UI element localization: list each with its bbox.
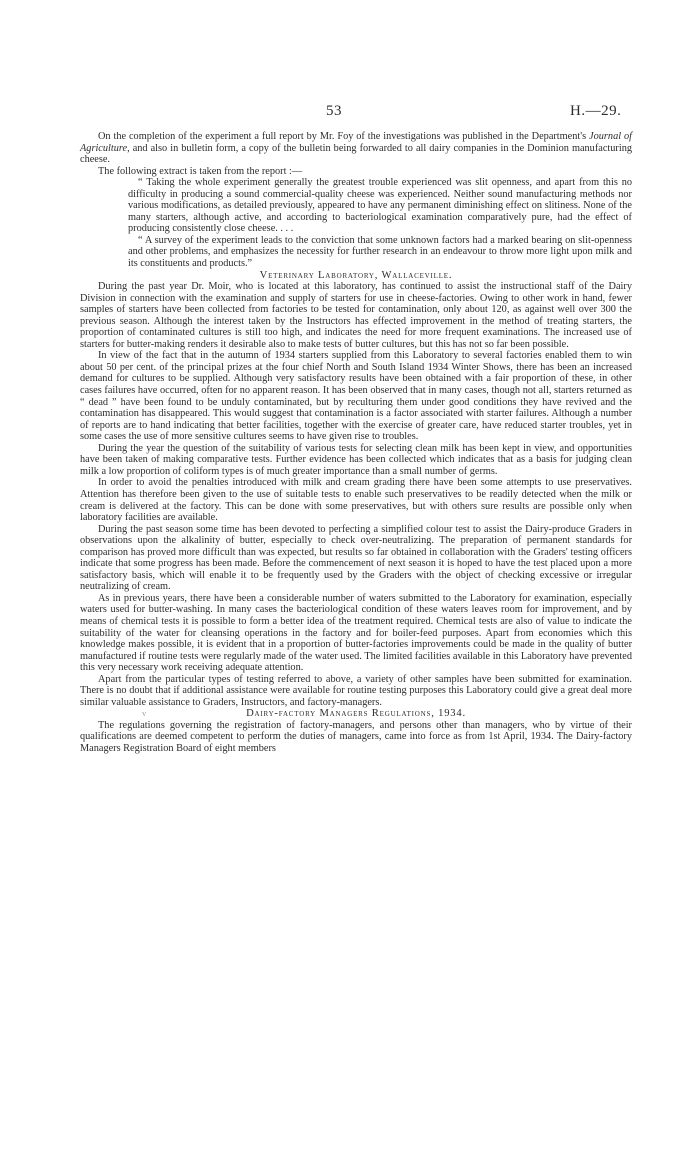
extract-intro: The following extract is taken from the report :— [98,165,303,177]
body-text [80,131,632,755]
paragraph: During the past season some time has been devoted to perfecting a simplified colour test to assist the Dairy-produce Graders in observations upon the alkalinity of butter, especially to check over-neutralizing. The preparation of permanent standards for comparison has proved more difficult than was expected, but results so far obtained in collaboration with the Graders' testing officers indicate that some progress has been made. Before the commencement of next season it is hoped to have the test placed upon a more satisfactory basis, which will enable it to be frequently used by the Graders with the object of checking excessive or irregular neutralizing of cream. [80,523,632,593]
paragraph: In order to avoid the penalties introduced with milk and cream grading there have been some attempts to use preservatives. Attention has therefore been given to the use of suitable tests to enable such preservatives to be readily detected when the milk or cream is delivered at the factory. This can be done with some preservatives, but with others sure results are possible only when laboratory facilities are available. [80,477,632,524]
paragraph: During the past year Dr. Moir, who is located at this laboratory, has continued to assist the instructional staff of the Dairy Division in connection with the examination and supply of starters for use in cheese-factories. Owing to other work in hand, fewer samples of starters have been collected from factories to be tested for contamination, only about 120, as against well over 300 the previous season. Although the interest taken by the Instructors has effected improvement in the method of treating starters, the proportion of contaminated cultures is still too high, and indicates the need for more frequent examinations. The increased use of starters for butter-making renders it desirable also to make tests of butter cultures, but this has not so far been possible. [80,281,632,350]
paragraph: As in previous years, there have been a considerable number of waters submitted to the Laboratory for examination, especially waters used for butter-washing. In many cases the bacteriological condition of these waters leaves room for improvement, and by means of chemical tests it is possible to form a better idea of the treatment required. Chemical tests are also of value to indicate the suitability of the water for cleansing operations in the factory and for boiler-feed purposes. Apart from economies which this knowledge makes possible, it is evident that in a proportion of butter-factories improvements could be made in the quality of butter manufactured if routine tests were regularly made of the water used. The limited facilities available in this Laboratory have prevented this very necessary work receiving adequate attention. [80,592,632,674]
quote-paragraph: “ Taking the whole experiment generally the greatest trouble experienced was slit openness, and apart from this no difficulty in producing a sound commercial-quality cheese was experienced. Neither sound manufacturing methods nor various modifications, as detailed previously, appeared to have any permanent diminishing effect on slitiness. None of the many starters, although active, and according to bacteriological examination comparatively pure, had the effect of producing consistently close cheese. . . . [128,177,632,235]
paragraph: Apart from the particular types of testing referred to above, a variety of other samples have been submitted for examination. There is no doubt that if additional assistance were available for routine testing purposes this Laboratory could give a great deal more similar valuable assistance to Graders, Instructors, and factory-managers. [80,673,632,708]
intro-text-a: On the completion of the experiment a full report by Mr. Foy of the investigations was published in the Department's [98,131,590,142]
journal-title: Journal of Agriculture [80,131,633,154]
section-heading-dairy-factory-managers [80,708,632,720]
margin-mark: v [142,708,148,719]
page-reference: H.—29. [570,103,622,119]
paragraph: In view of the fact that in the autumn of 1934 starters supplied from this Laboratory to several factories enabled them to win about 50 per cent. of the principal prizes at the four chief North and South Island 1934 Winter Shows, there has been an increased demand for cultures to be supplied. Although very satisfactory results have been obtained with a fair proportion of these, in other cases failures have occurred, often for no apparent reason. It has been observed that in many cases, though not all, starters returned as “ dead ” have been found to be unduly contaminated, but by reculturing them under good conditions they have revived and the contamination has disappeared. This would suggest that contamination is a factor associated with starter failures. Although a number of reports are to hand indicating that better facilities, together with the exercise of greater care, have reduced starter troubles, yet in some cases the use of more sensitive cultures seems to have given rise to troubles. [80,350,632,443]
intro-paragraph [80,131,632,166]
page-number: 53 [326,103,342,119]
quote-paragraph: “ A survey of the experiment leads to the conviction that some unknown factors had a marked bearing on slit-openness and other problems, and emphasizes the necessity for further research in an endeavour to throw more light upon milk and its constituents and products.” [128,234,632,270]
section-heading-veterinary-laboratory: Veterinary Laboratory, Wallaceville. [259,269,453,281]
intro-text-b: , and also in bulletin form, a copy of the bulletin being forwarded to all dairy companies in the Dominion manufacturing cheese. [80,142,632,166]
paragraph: During the year the question of the suitability of various tests for selecting clean milk has been kept in view, and opportunities have been taken of making comparative tests. Further evidence has been collected which indicates that as a basis for judging clean milk a low proportion of coliform types is of much greater importance than a small number of germs. [80,442,632,477]
paragraph: The regulations governing the registration of factory-managers, and persons other than managers, who by virtue of their qualifications are deemed competent to perform the duties of managers, came into force as from 1st April, 1934. The Dairy-factory Managers Registration Board of eight members [80,719,632,754]
section-heading-text: Dairy-factory Managers Regulations, 1934. [246,708,466,720]
report-extract [80,177,632,269]
